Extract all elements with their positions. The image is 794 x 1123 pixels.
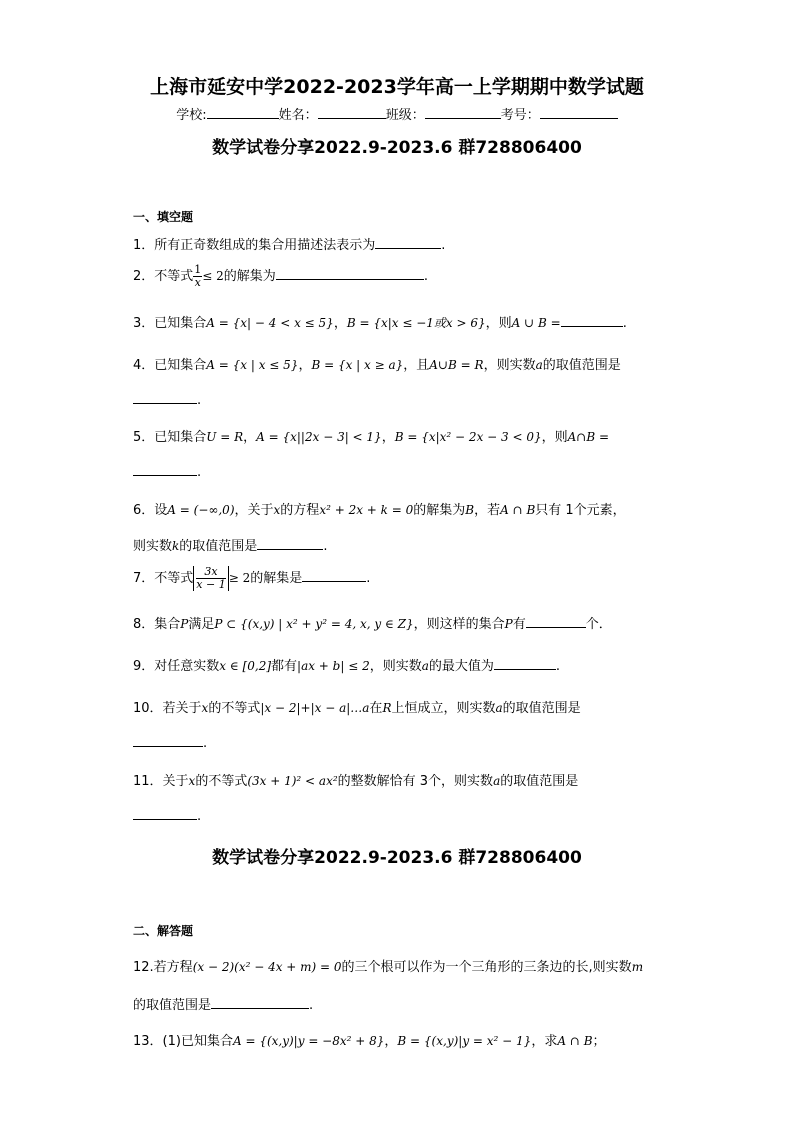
- name-label: 姓名：: [278, 108, 318, 123]
- student-info-line: [0, 104, 794, 123]
- fraction: $\frac{1}{x}$: [194, 263, 202, 289]
- class-label: 班级：: [385, 108, 425, 123]
- question-10-answer-line: .: [133, 733, 207, 751]
- answer-blank[interactable]: [561, 313, 623, 327]
- answer-blank[interactable]: [526, 614, 586, 628]
- answer-blank[interactable]: [302, 568, 366, 582]
- answer-blank[interactable]: [257, 536, 323, 550]
- question-10: 10．若关于x的不等式|x − 2|+|x − a|…a在R上恒成立，则实数a的取值范围是: [133, 701, 581, 716]
- question-13: 13．(1)已知集合A = {(x,y)|y = −8x² + 8}，B = {(x,y)|y = x² − 1}，求A ∩ B；: [133, 1034, 606, 1049]
- question-12: 12.若方程(x − 2)(x² − 4x + m) = 0的三个根可以作为一个三角形的三条边的长,则实数m: [133, 960, 644, 975]
- share-banner: 数学试卷分享2022.9-2023.6 群728806400: [212, 138, 582, 158]
- section-title-fill-in: 一、填空题: [133, 210, 194, 224]
- answer-blank[interactable]: [276, 266, 424, 280]
- question-4: 4．已知集合A = {x | x ≤ 5}，B = {x | x ≥ a}，且A∪B = R，则实数a的取值范围是: [133, 358, 621, 373]
- fraction: $\frac{3x}{x - 1}$: [196, 565, 226, 591]
- id-label: 考号：: [500, 108, 540, 123]
- answer-blank[interactable]: [494, 656, 556, 670]
- question-5: 5．已知集合U = R，A = {x||2x − 3| < 1}，B = {x|x² − 2x − 3 < 0}，则A∩B =: [133, 430, 610, 445]
- question-5-answer-line: .: [133, 462, 201, 480]
- question-11-answer-line: .: [133, 806, 201, 824]
- question-3: 3．已知集合A = {x| − 4 < x ≤ 5}，B = {x|x ≤ −1或x > 6}，则A ∪ B = .: [133, 312, 627, 331]
- section-title-answer: 二、解答题: [133, 924, 194, 938]
- answer-blank[interactable]: [133, 806, 197, 820]
- question-6-line-2: 则实数k的取值范围是 .: [133, 535, 327, 554]
- question-9: 9．对任意实数x ∈ [0,2]都有|ax + b| ≤ 2，则实数a的最大值为 .: [133, 655, 560, 674]
- answer-blank[interactable]: [375, 235, 441, 249]
- question-4-answer-line: .: [133, 390, 201, 408]
- page-title: 上海市延安中学2022-2023学年高一上学期期中数学试题: [150, 76, 644, 98]
- id-blank[interactable]: [540, 106, 618, 119]
- question-12-line-2: 的取值范围是 .: [133, 994, 313, 1013]
- class-blank[interactable]: [425, 106, 501, 119]
- answer-blank[interactable]: [211, 995, 309, 1009]
- absolute-value: [193, 566, 228, 591]
- name-blank[interactable]: [318, 106, 386, 119]
- answer-blank[interactable]: [133, 390, 197, 404]
- question-2: 2．不等式 $\frac{1}{x}$ ≤ 2的解集为 .: [133, 263, 428, 289]
- question-1: 1．所有正奇数组成的集合用描述法表示为 .: [133, 234, 445, 253]
- question-11: 11．关于x的不等式(3x + 1)² < ax²的整数解恰有 3个，则实数a的取值范围是: [133, 774, 579, 789]
- answer-blank[interactable]: [133, 733, 203, 747]
- share-banner-2: 数学试卷分享2022.9-2023.6 群728806400: [212, 848, 582, 868]
- school-label: 学校:: [176, 108, 207, 123]
- question-8: 8．集合P满足P ⊂ {(x,y) | x² + y² = 4, x, y ∈ Z}，则这样的集合P有 个．: [133, 613, 612, 632]
- school-blank[interactable]: [207, 106, 279, 119]
- question-7: 7．不等式 $\frac{3x}{x - 1}$ ≥ 2的解集是 .: [133, 565, 371, 591]
- question-6: 6．设A = (−∞,0)，关于x的方程x² + 2x + k = 0的解集为B，若A ∩ B只有 1个元素，: [133, 503, 626, 518]
- answer-blank[interactable]: [133, 462, 197, 476]
